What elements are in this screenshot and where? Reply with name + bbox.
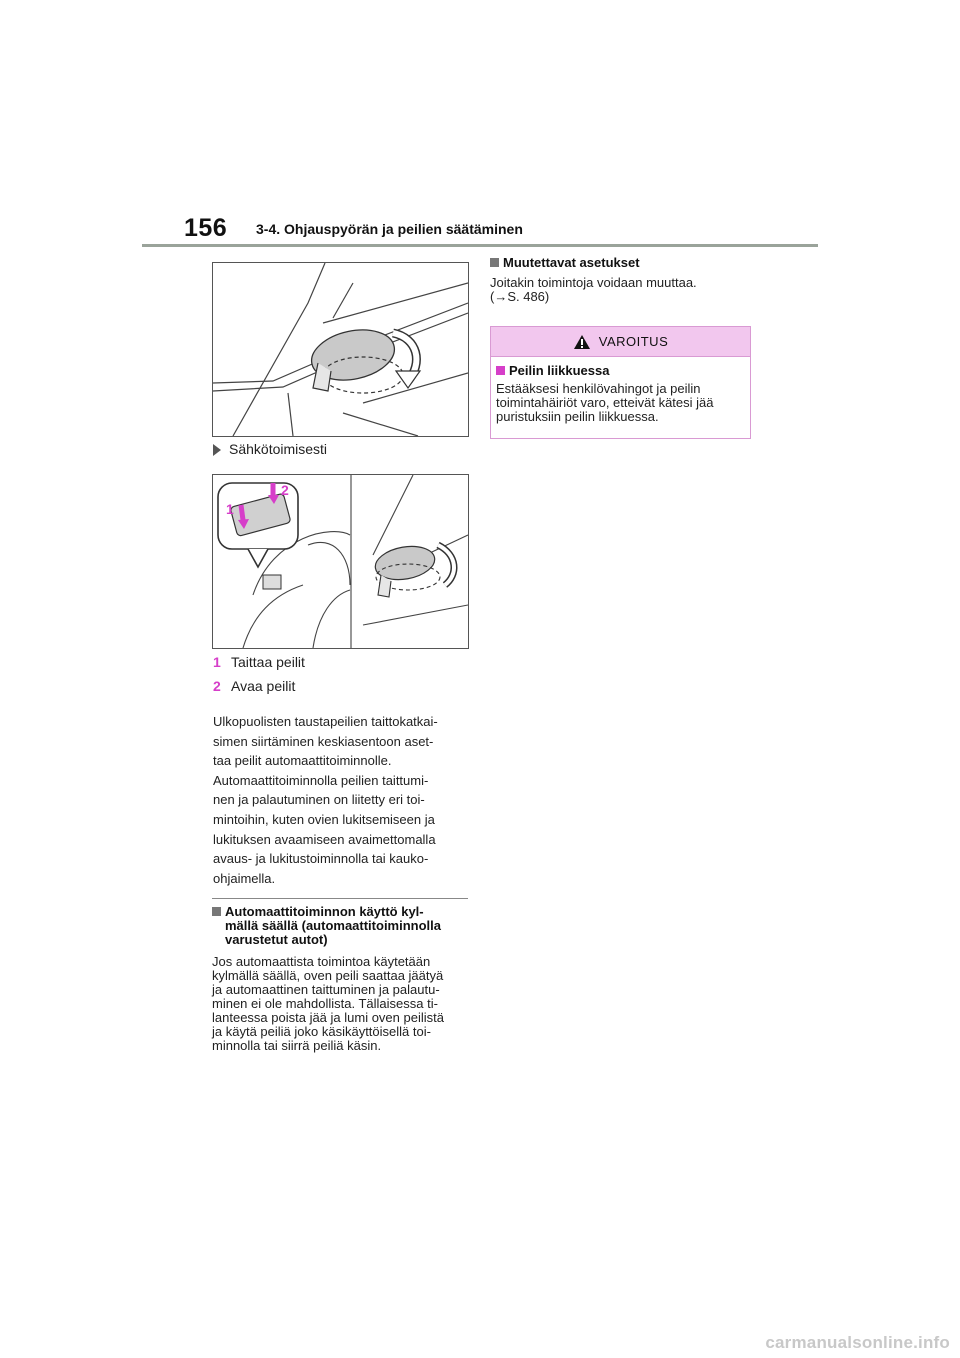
auto-mode-paragraph — [213, 712, 468, 888]
body-line: nen ja palautuminen on liitetty eri toi- — [213, 792, 425, 808]
body-line: taa peilit automaattitoiminnolle. — [213, 753, 392, 769]
square-bullet-icon — [496, 366, 505, 375]
square-bullet-icon — [212, 907, 221, 916]
page-reference-link[interactable]: (→S. 486) — [490, 289, 550, 304]
square-bullet-icon — [490, 258, 499, 267]
section-title: 3-4. Ohjauspyörän ja peilien säätäminen — [256, 221, 523, 237]
text-line: puristuksiin peilin liikkuessa. — [496, 409, 659, 424]
step-unfold — [213, 678, 295, 694]
cold-weather-heading — [212, 905, 470, 947]
body-line: Automaattitoiminnolla peilien taittumi- — [213, 772, 429, 788]
header-divider — [142, 244, 818, 247]
footer-watermark[interactable]: carmanualsonline.info — [765, 1333, 950, 1352]
text-line: ja automaattinen taittuminen ja palautu- — [212, 982, 440, 997]
figure-label-1: 1 — [226, 501, 234, 517]
warning-box — [490, 326, 751, 439]
section-divider — [212, 898, 468, 899]
warning-subheading-label: Peilin liikkuessa — [509, 363, 610, 378]
text-line: minen ei ole mahdollista. Tällaisessa ti- — [212, 996, 438, 1011]
cold-weather-text — [212, 955, 472, 1053]
page-number: 156 — [184, 214, 228, 242]
body-line: lukituksen avaamiseen avaimettomalla — [213, 831, 436, 847]
electric-operation-heading — [213, 441, 327, 457]
heading-label: Muutettavat asetukset — [503, 255, 640, 270]
triangle-bullet-icon — [213, 444, 221, 456]
step-fold — [213, 654, 305, 670]
text-line: toimintahäiriöt varo, etteivät kätesi jää — [496, 395, 714, 410]
step-label: Taittaa peilit — [231, 654, 305, 670]
body-line: avaus- ja lukitustoiminnolla tai kauko- — [213, 851, 429, 867]
text-line: Estääksesi henkilövahingot ja peilin — [496, 381, 701, 396]
customizable-settings-heading — [490, 256, 640, 270]
body-line: simen siirtäminen keskiasentoon aset- — [213, 733, 434, 749]
body-line: Ulkopuolisten taustapeilien taittokatkai- — [213, 714, 438, 729]
body-line: ohjaimella. — [213, 870, 276, 886]
body-line: mintoihin, kuten ovien lukitsemiseen ja — [213, 811, 435, 827]
heading-line: varustetut autot) — [225, 932, 328, 947]
warning-header — [491, 327, 750, 357]
step-number: 2 — [213, 678, 221, 694]
warning-text — [496, 382, 746, 424]
warning-title: VAROITUS — [598, 334, 669, 349]
step-number: 1 — [213, 654, 221, 670]
electric-operation-label: Sähkötoimisesti — [229, 441, 328, 457]
heading-line: Automaattitoiminnon käyttö kyl- — [225, 904, 424, 919]
text-line: ja käytä peiliä joko käsikäyttöisellä toi- — [212, 1024, 431, 1039]
text-line: kylmällä säällä, oven peili saattaa jäätyä — [212, 968, 444, 983]
step-label: Avaa peilit — [231, 678, 296, 694]
figure-label-2: 2 — [281, 482, 289, 498]
mirror-fold-illustration — [212, 262, 469, 437]
fold-switch-illustration — [212, 474, 469, 649]
warning-subheading — [496, 363, 609, 378]
customizable-settings-text — [490, 276, 750, 304]
text-line: Jos automaattista toimintoa käytetään — [212, 954, 431, 969]
text-line: Joitakin toimintoja voidaan muuttaa. — [490, 275, 697, 290]
mirror-fold-drawing — [213, 263, 468, 436]
fold-switch-drawing — [213, 475, 468, 648]
heading-line: mällä säällä (automaattitoiminnolla — [225, 918, 441, 933]
text-line: minnolla tai siirrä peiliä käsin. — [212, 1038, 382, 1053]
text-line: lanteessa poista jää ja lumi oven peilistä — [212, 1010, 444, 1025]
warning-triangle-icon — [573, 334, 591, 350]
